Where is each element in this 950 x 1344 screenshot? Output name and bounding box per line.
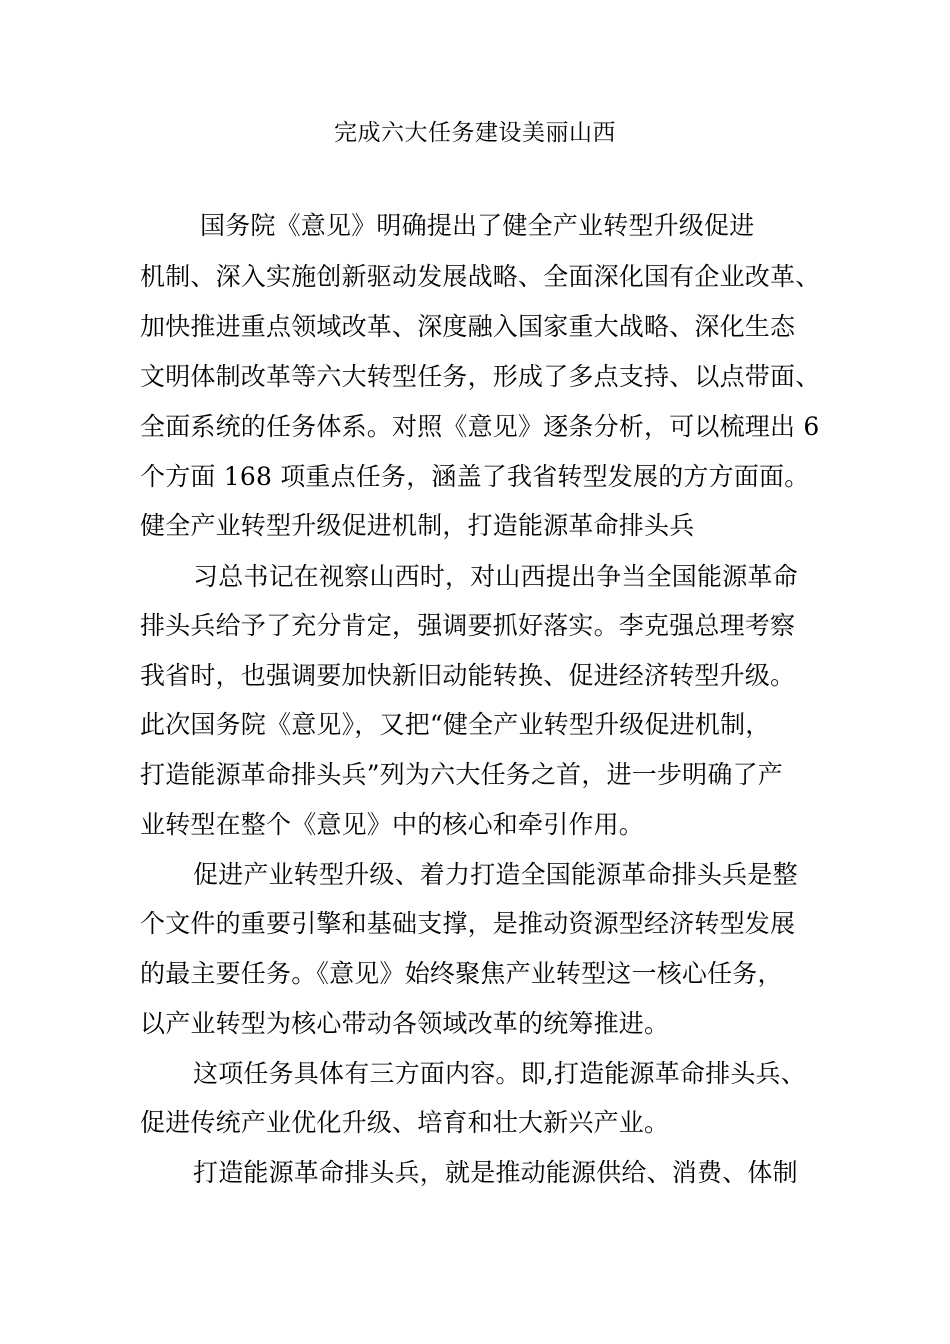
section-heading: 健全产业转型升级促进机制，打造能源革命排头兵	[140, 511, 695, 540]
text-line: 文明体制改革等六大转型任务，形成了多点支持、以点带面、	[140, 362, 821, 391]
text-line: 习总书记在视察山西时，对山西提出争当全国能源革命	[193, 562, 798, 591]
text-line: 打造能源革命排头兵，就是推动能源供给、消费、体制	[193, 1158, 798, 1187]
text-line: 机制、深入实施创新驱动发展战略、全面深化国有企业改革、	[140, 262, 821, 291]
text-line: 业转型在整个《意见》中的核心和牵引作用。	[140, 810, 645, 839]
text-line: 个文件的重要引擎和基础支撑，是推动资源型经济转型发展	[140, 909, 796, 938]
document-title: 完成六大任务建设美丽山西	[334, 120, 616, 146]
text-line: 打造能源革命排头兵”列为六大任务之首，进一步明确了产	[140, 760, 783, 789]
text-line: 的最主要任务。《意见》始终聚焦产业转型这一核心任务，	[140, 959, 783, 988]
text-line: 促进产业转型升级、着力打造全国能源革命排头兵是整	[193, 860, 798, 889]
text-line: 我省时，也强调要加快新旧动能转换、促进经济转型升级。	[140, 661, 796, 690]
text-line: 这项任务具体有三方面内容。即,打造能源革命排头兵、	[193, 1059, 806, 1088]
text-line: 促进传统产业优化升级、培育和壮大新兴产业。	[140, 1108, 670, 1137]
text-line: 此次国务院《意见》，又把“健全产业转型升级促进机制，	[140, 710, 771, 739]
text-line: 排头兵给予了充分肯定，强调要抓好落实。李克强总理考察	[140, 611, 796, 640]
text-line: 国务院《意见》明确提出了健全产业转型升级促进	[200, 211, 755, 240]
text-line: 个方面 168 项重点任务，涵盖了我省转型发展的方方面面。	[140, 462, 810, 491]
text-line: 加快推进重点领域改革、深度融入国家重大战略、深化生态	[140, 312, 796, 341]
text-line: 全面系统的任务体系。对照《意见》逐条分析，可以梳理出 6	[140, 412, 820, 441]
text-line: 以产业转型为核心带动各领域改革的统筹推进。	[140, 1009, 670, 1038]
